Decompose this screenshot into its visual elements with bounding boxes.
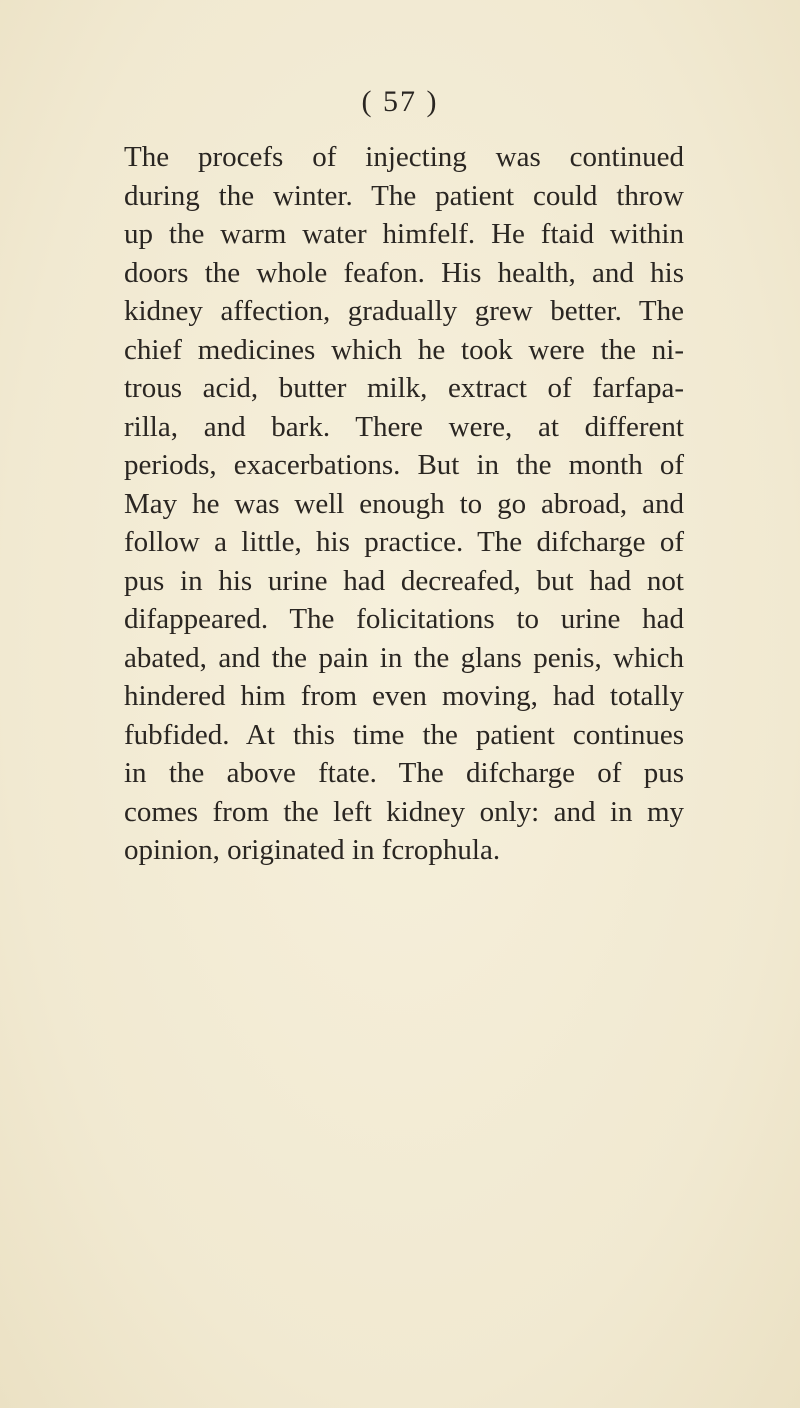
text-line: fubfided. At this time the patient continues — [124, 718, 684, 751]
text-line: The procefs of injecting was continued — [124, 141, 684, 173]
text-line: trous acid, butter milk, extract of farfapa- — [124, 372, 684, 404]
text-line: doors the whole feafon. His health, and his — [124, 256, 684, 289]
page-number: ( 57 ) — [361, 85, 439, 118]
text-line: difappeared. The folicitations to urine had — [124, 603, 684, 635]
text-line: rilla, and bark. There were, at different — [124, 410, 684, 443]
text-line: hindered him from even moving, had totally — [124, 680, 684, 712]
text-line: May he was well enough to go abroad, and — [124, 487, 684, 520]
text-line: follow a little, his practice. The difcharge of — [124, 526, 684, 558]
text-line: up the warm water himfelf. He ftaid within — [124, 218, 684, 250]
text-line: in the above ftate. The difcharge of pus — [124, 757, 684, 789]
text-line: periods, exacerbations. But in the month of — [124, 449, 684, 481]
text-line: chief medicines which he took were the ni- — [124, 333, 684, 366]
text-line: pus in his urine had decreafed, but had not — [124, 564, 684, 597]
text-line: abated, and the pain in the glans penis, which — [124, 641, 684, 674]
text-line: during the winter. The patient could throw — [124, 179, 684, 212]
text-line: opinion, originated in fcrophula. — [124, 834, 501, 866]
body-text — [124, 138, 684, 870]
text-line: kidney affection, gradually grew better. The — [124, 295, 684, 327]
text-line: comes from the left kidney only: and in my — [124, 795, 684, 828]
